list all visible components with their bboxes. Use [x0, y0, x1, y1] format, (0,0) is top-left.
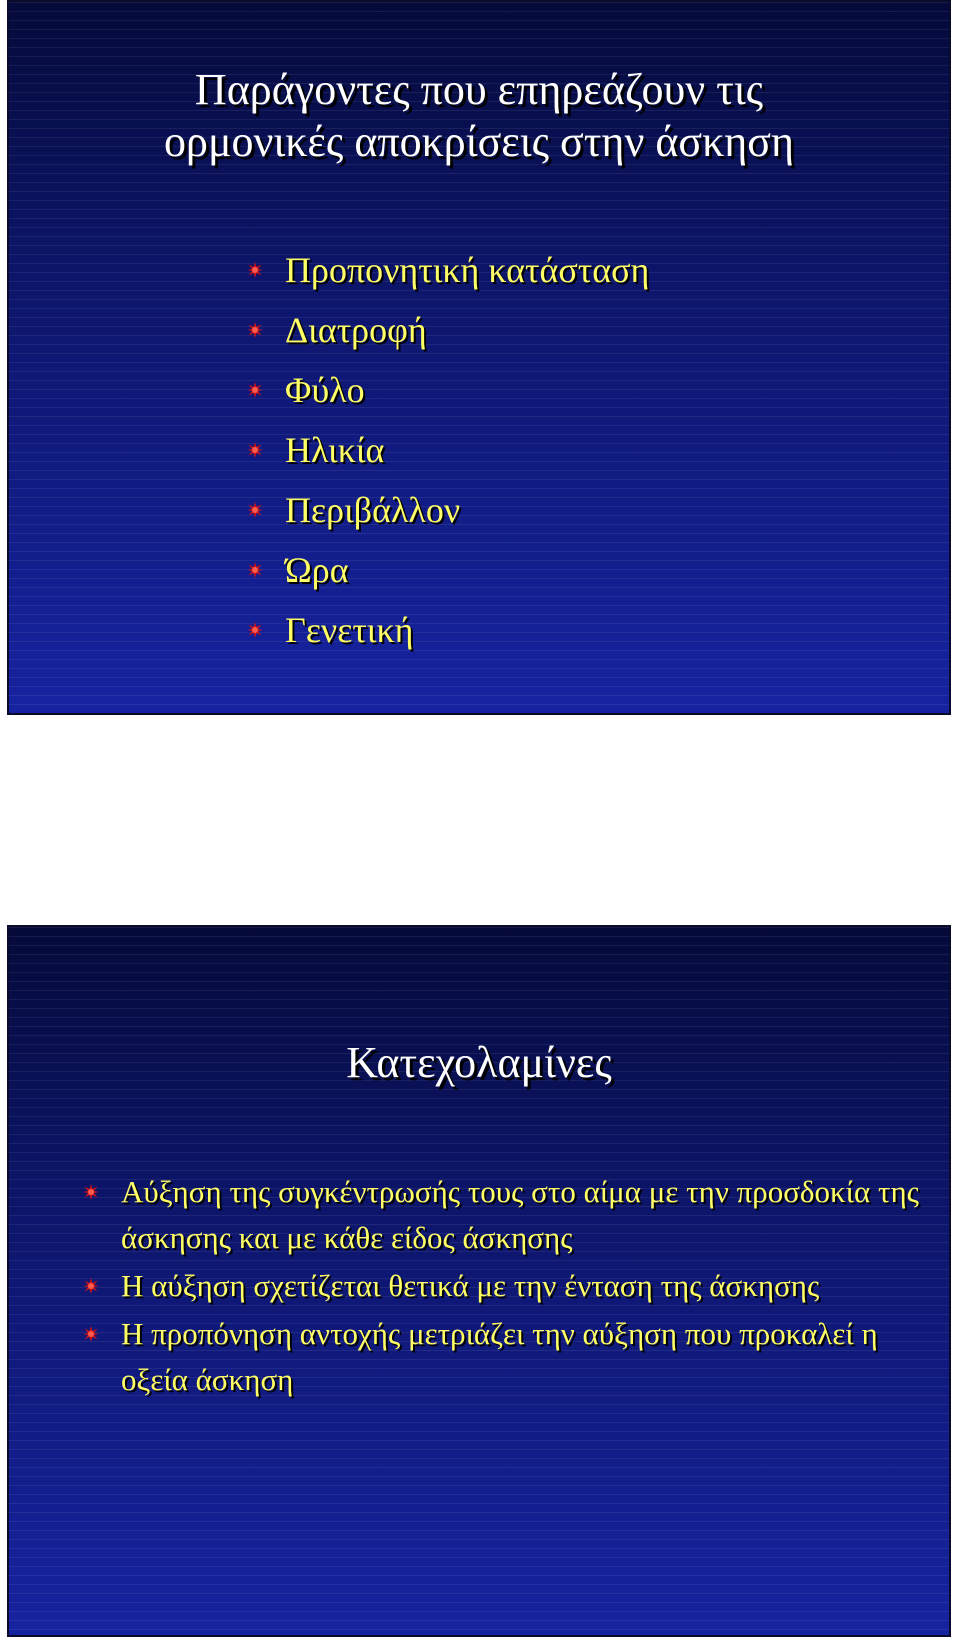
slide-1-bullet-text: Φύλο — [285, 370, 365, 410]
slide-2-bullet-list — [83, 1169, 923, 1405]
starburst-bullet-icon — [247, 502, 263, 518]
slide-1-bullet-text: Ώρα — [285, 550, 349, 590]
slide-1-bullet-text: Γενετική — [285, 610, 414, 650]
starburst-bullet-icon — [247, 262, 263, 278]
starburst-bullet-icon — [247, 562, 263, 578]
slide-2-bullet-text: Η προπόνηση αντοχής μετριάζει την αύξηση που προκαλεί η οξεία άσκηση — [121, 1316, 878, 1397]
slide-1-bullet-item — [247, 610, 649, 670]
slide-2-bullet-text: Η αύξηση σχετίζεται θετικά με την ένταση της άσκησης — [121, 1268, 820, 1303]
slide-2-title: Κατεχολαμίνες — [346, 1038, 612, 1087]
slide-1-title-line-1: Παράγοντες που επηρεάζουν τις — [194, 65, 764, 114]
starburst-bullet-icon — [83, 1326, 99, 1342]
starburst-bullet-icon — [83, 1184, 99, 1200]
slide-2-bullet-text: Αύξηση της συγκέντρωσής τους στο αίμα με την προσδοκία της άσκησης και με κάθε είδος άσκησης — [121, 1174, 919, 1255]
starburst-bullet-icon — [247, 442, 263, 458]
slide-2-bullet-item — [83, 1169, 923, 1261]
slide-1 — [7, 0, 951, 715]
slide-1-bullet-item — [247, 430, 649, 490]
starburst-bullet-icon — [247, 322, 263, 338]
slide-1-bullet-item — [247, 370, 649, 430]
starburst-bullet-icon — [247, 622, 263, 638]
slide-1-bullet-text: Ηλικία — [285, 430, 385, 470]
slide-1-bullet-item — [247, 490, 649, 550]
slide-2-bullet-item — [83, 1263, 923, 1309]
slide-1-bullet-text: Περιβάλλον — [285, 490, 461, 530]
slide-1-bullet-list — [247, 250, 649, 670]
starburst-bullet-icon — [247, 382, 263, 398]
slide-2-bullet-item — [83, 1311, 923, 1403]
slide-1-title — [9, 64, 949, 168]
slide-2 — [7, 925, 951, 1637]
slide-1-title-line-2: ορμονικές αποκρίσεις στην άσκηση — [163, 117, 795, 166]
slide-1-bullet-item — [247, 250, 649, 310]
slide-1-bullet-item — [247, 310, 649, 370]
slide-1-bullet-item — [247, 550, 649, 610]
starburst-bullet-icon — [83, 1278, 99, 1294]
slide-1-bullet-text: Διατροφή — [285, 310, 427, 350]
slide-1-bullet-text: Προπονητική κατάσταση — [285, 250, 650, 290]
